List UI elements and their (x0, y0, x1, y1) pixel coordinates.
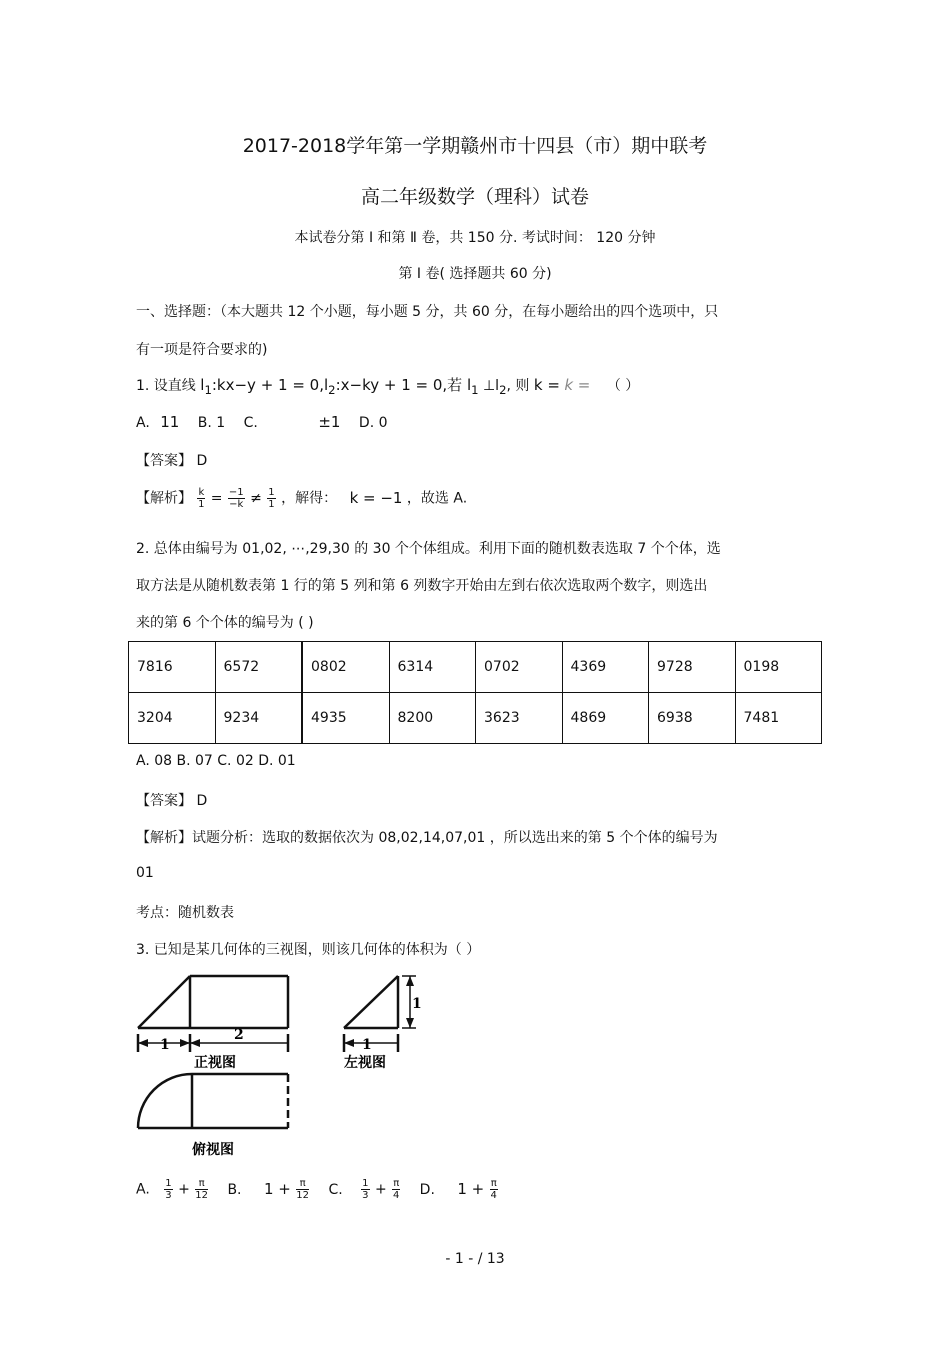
section-intro-line2: 有一项是符合要求的) (136, 342, 268, 358)
table-cell: 6938 (649, 693, 736, 744)
table-cell: 9728 (649, 642, 736, 693)
random-number-table (128, 641, 822, 744)
table-cell: 4935 (302, 693, 389, 744)
table-cell: 7816 (129, 642, 216, 693)
front-dim-1: 1 (160, 1037, 170, 1053)
table-cell: 0802 (302, 642, 389, 693)
table-cell: 3204 (129, 693, 216, 744)
table-cell: 9234 (215, 693, 302, 744)
page-number: - 1 - / 13 (445, 1251, 505, 1267)
exam-info: 本试卷分第 Ⅰ 和第 Ⅱ 卷，共 150 分. 考试时间： 120 分钟 (294, 230, 656, 246)
q2-analysis-line1: 【解析】试题分析：选取的数据依次为 08,02,14,07,01 ，所以选出来的第 5 个个体的编号为 (136, 830, 718, 846)
table-cell: 0198 (735, 642, 822, 693)
q3-stem: 3. 已知是某几何体的三视图，则该几何体的体积为（ ） (136, 942, 481, 958)
table-row (129, 693, 822, 744)
table-cell: 6572 (215, 642, 302, 693)
table-cell: 4369 (562, 642, 649, 693)
q1-k-eq: k = (533, 376, 560, 394)
front-view-diagram (130, 972, 300, 1077)
q2-stem-line1: 2. 总体由编号为 01,02, ⋯,29,30 的 30 个个体组成。利用下面的随机数表选取 7 个个体，选 (136, 541, 721, 557)
part-heading: 第 Ⅰ 卷( 选择题共 60 分) (398, 266, 552, 282)
q1-options: A. 11 B. 1 C. ±1 D. 0 (136, 413, 388, 431)
table-row (129, 642, 822, 693)
q1-stem: 1. 设直线 $l_1:kx-y + 1$ = $0,l_2:x-ky + 1 = 0$,若 $l_1$ $\perp l_2$, 则 k = k = （ ） (136, 376, 640, 397)
front-view-label: 正视图 (194, 1055, 236, 1071)
document-title: 2017-2018学年第一学期赣州市十四县（市）期中联考 (242, 135, 708, 157)
table-cell: 6314 (389, 642, 476, 693)
q2-stem-line2: 取方法是从随机数表第 1 行的第 5 列和第 6 列数字开始由左到右依次选取两个数字，则选出 (136, 578, 708, 594)
q2-answer: 【答案】 D (136, 793, 208, 809)
front-dim-2: 2 (234, 1027, 244, 1043)
side-view-diagram (336, 972, 436, 1077)
section-intro-line1: 一、选择题：（本大题共 12 个小题，每小题 5 分，共 60 分，在每小题给出的四个选项中，只 (136, 304, 719, 320)
top-view-diagram (130, 1066, 300, 1161)
q1-analysis: 【解析】 $\frac{k}{1}$ = $\frac{-1}{-k}$ ≠ $\frac{1}{1}$ ，解得： k = −1 ，故选 A. (136, 487, 468, 510)
document-subtitle: 高二年级数学（理科）试卷 (360, 186, 589, 208)
table-cell: 7481 (735, 693, 822, 744)
side-view-label: 左视图 (344, 1055, 386, 1071)
table-cell: 4869 (562, 693, 649, 744)
q2-options: A. 08 B. 07 C. 02 D. 01 (136, 753, 296, 769)
q2-analysis-line2: 01 (136, 865, 154, 881)
side-dim-height: 1 (412, 996, 422, 1012)
table-cell: 3623 (476, 693, 563, 744)
q3-options: A. $\frac{1}{3}$ + $\frac{\pi}{12}$ B. 1 + $\frac{\pi}{12}$ C. $\frac{1}{3}$ + $\frac{\pi}{4}$ D. 1 + $\frac{\pi}{4}$ (136, 1178, 497, 1201)
table-cell: 8200 (389, 693, 476, 744)
top-view-label: 俯视图 (192, 1142, 234, 1158)
table-cell: 0702 (476, 642, 563, 693)
q1-answer: 【答案】 D (136, 453, 208, 469)
q2-keypoint: 考点：随机数表 (136, 905, 234, 921)
q1-k-gray: k = (564, 376, 591, 394)
side-dim-width: 1 (362, 1037, 372, 1053)
q2-stem-line3: 来的第 6 个个体的编号为 ( ) (136, 615, 314, 631)
